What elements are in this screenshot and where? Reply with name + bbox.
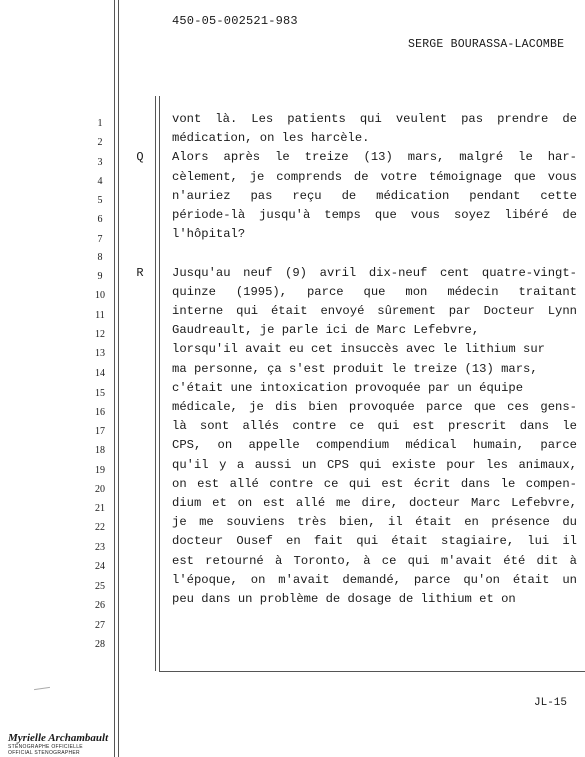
transcript-line [172,246,577,262]
line-number: 9 [97,271,103,282]
text-margin-rule-2 [159,96,160,671]
transcript-line: dium et on est allé me dire, docteur Marc Lefebvre, [172,496,577,510]
witness-name: SERGE BOURASSA-LACOMBE [408,38,565,51]
transcript-line: l'hôpital? [172,227,246,242]
transcript-line: n'auriez pas reçu de médication pendant cette [172,188,577,203]
line-number: 3 [97,157,103,168]
transcript-line: l'époque, on m'avait demandé, parce qu'on était un [172,572,577,587]
transcript-line: lorsqu'il avait eu cet insuccès avec le lithium sur [172,342,545,357]
transcript-line: cèlement, je comprends de votre témoignage que vous [172,169,577,184]
line-number: 10 [95,290,105,301]
transcript-line: docteur Ousef en fait qui était stagiaire, lui il [172,534,577,549]
line-number: 22 [95,522,105,533]
line-number: 17 [95,426,105,437]
transcript-line: c'était une intoxication provoquée par un équipe [172,380,524,395]
line-number: 14 [95,368,105,379]
line-number: 15 [95,388,105,399]
text-margin-rule-1 [155,96,156,671]
stenographer-title-fr: STÉNOGRAPHE OFFICIELLE [8,744,83,750]
line-number: 1 [97,118,103,129]
transcript-line: là sont allés contre ce qui est prescrit dans le [172,419,577,434]
line-number: 2 [97,137,103,148]
line-number: 18 [95,445,105,456]
stenographer-signature [8,732,108,756]
transcript-line [172,630,577,646]
stenographer-title-en: OFFICIAL STENOGRAPHER [8,750,80,756]
line-number: 7 [97,234,103,245]
transcript-line: vont là. Les patients qui veulent pas prendre de [172,112,577,126]
line-number: 26 [95,600,105,611]
transcript-line: Gaudreault, je parle ici de Marc Lefebvre, [172,323,480,338]
line-number: 19 [95,465,105,476]
transcript-line: je me souviens très bien, il était en présence du [172,515,577,530]
transcript-line: période-là jusqu'à temps que vous soyez libéré de [172,208,577,222]
transcript-line: est retourné à Toronto, à ce qui m'avait été dit à [172,553,577,568]
pen-mark [34,687,50,690]
transcript-line: peu dans un problème de dosage de lithium et on [172,592,516,606]
line-number: 20 [95,484,105,495]
transcript-line: CPS, on appelle compendium médical humain, parce [172,438,577,453]
transcript-line [172,611,577,627]
transcript-line: médicale, je dis bien provoquée parce que ces gens- [172,400,577,414]
line-number: 6 [97,214,103,225]
line-number: 5 [97,195,103,206]
transcript-line: Alors après le treize (13) mars, malgré le har- [172,150,577,165]
stenographer-name: Myrielle Archambault [8,732,109,744]
line-number: 16 [95,407,105,418]
line-number: 8 [97,252,103,263]
line-number: 24 [95,561,105,572]
speaker-label: R [136,265,144,280]
line-number: 28 [95,639,105,650]
line-number: 23 [95,542,105,553]
transcript-line: quinze (1995), parce que mon médecin traitant [172,284,577,299]
page-code: JL-15 [534,697,568,709]
transcript-line: on est allé contre ce qui est écrit dans le compen- [172,476,577,491]
line-number: 27 [95,620,105,631]
transcript-line: qu'il y a aussi un CPS qui existe pour les animaux, [172,457,577,472]
transcript-line: médication, on les harcèle. [172,131,370,146]
transcript-line: interne qui était envoyé sûrement par Docteur Lynn [172,304,577,318]
line-number: 25 [95,581,105,592]
transcript-line: Jusqu'au neuf (9) avril dix-neuf cent quatre-vingt- [172,265,577,280]
line-number: 4 [97,176,103,187]
line-number: 11 [95,310,105,321]
line-number: 21 [95,503,105,514]
case-number: 450-05-002521-983 [172,14,298,28]
bottom-rule [159,671,585,672]
line-number: 13 [95,348,105,359]
line-number: 12 [95,329,105,340]
speaker-label: Q [136,150,144,165]
transcript-line: ma personne, ça s'est produit le treize (13) mars, [172,361,538,376]
